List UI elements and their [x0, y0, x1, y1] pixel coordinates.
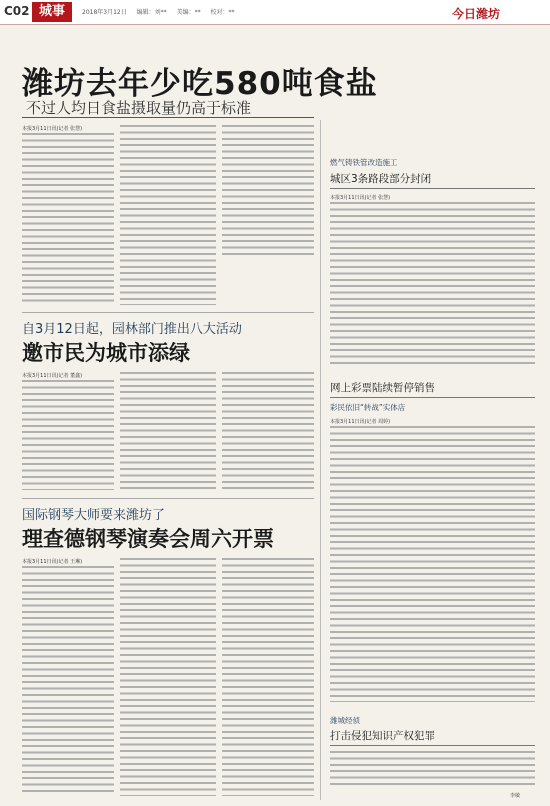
- lead-body-column-3: [222, 125, 314, 255]
- page-number: C02: [4, 4, 30, 18]
- online-title: 网上彩票陆续暂停销售: [330, 382, 435, 394]
- online-body: [330, 426, 535, 702]
- publication-logo: 今日潍坊: [452, 7, 501, 21]
- online-byline: 本报3月11日讯(记者 周婷): [330, 419, 391, 425]
- garden-kicker: 自3月12日起，园林部门推出八大活动: [22, 322, 242, 337]
- online-rule: [330, 397, 535, 398]
- piano-body-column-3: [222, 558, 314, 796]
- piano-headline: 理查德钢琴演奏会周六开票: [22, 527, 274, 551]
- headline-rule: [22, 117, 314, 118]
- section-divider: [22, 312, 314, 313]
- online-kicker: 彩民依旧“转战”实体店: [330, 403, 406, 412]
- lead-body-column-1: [22, 133, 114, 305]
- copyright-title: 打击侵犯知识产权犯罪: [330, 730, 435, 742]
- copyright-author: 李敏: [510, 793, 521, 799]
- column-divider: [320, 120, 321, 800]
- garden-headline: 邀市民为城市添绿: [22, 341, 190, 365]
- designer-credit: 美编：**: [176, 9, 201, 16]
- garden-body-column-2: [120, 372, 216, 490]
- lead-body-column-2: [120, 125, 216, 305]
- editor-credit: 编辑：刘**: [136, 9, 167, 16]
- copyright-body: [330, 751, 535, 787]
- piano-kicker: 国际钢琴大师要来潍坊了: [22, 508, 166, 523]
- proofreader-credit: 校对：**: [210, 9, 235, 16]
- piano-body-column-2: [120, 558, 216, 796]
- piano-body-column-1: [22, 566, 114, 796]
- garden-body-column-3: [222, 372, 314, 490]
- copyright-kicker: 潍城经侦: [330, 716, 360, 725]
- header-meta: [82, 7, 243, 16]
- garden-byline: 本报3月11日讯(记者 董鑫): [22, 373, 83, 379]
- gas-title: 城区3条路段部分封闭: [330, 173, 432, 185]
- copyright-rule: [330, 745, 535, 746]
- section-divider: [22, 498, 314, 499]
- piano-byline: 本报3月11日讯(记者 王琳): [22, 559, 83, 565]
- gas-rule: [330, 188, 535, 189]
- section-label: 城事: [32, 2, 72, 22]
- gas-byline: 本报3月11日讯(记者 张慧): [330, 195, 391, 201]
- lead-headline: 潍坊去年少吃580吨食盐: [22, 66, 378, 102]
- gas-body: [330, 202, 535, 368]
- lead-byline: 本报3月11日讯(记者 张慧): [22, 126, 83, 132]
- gas-kicker: 燃气铸铁管改造施工: [330, 158, 398, 167]
- garden-body-column-1: [22, 380, 114, 490]
- lead-subheadline: 不过人均日食盐摄取量仍高于标准: [26, 99, 252, 117]
- issue-date: 2018年3月12日: [82, 9, 127, 16]
